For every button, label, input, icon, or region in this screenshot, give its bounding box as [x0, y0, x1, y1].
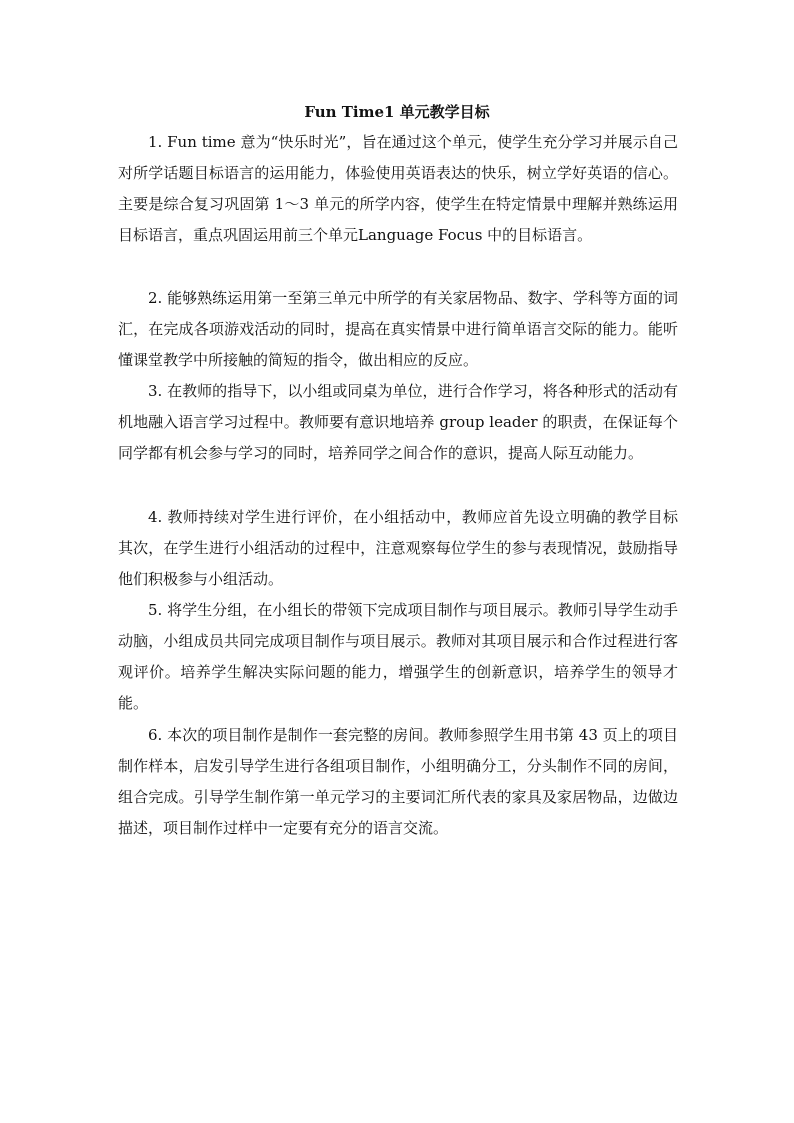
paragraph-2: 2. 能够熟练运用第一至第三单元中所学的有关家居物品、数字、学科等方面的词汇，在完成各项游戏活动的同时，提高在真实情景中进行简单语言交际的能力。能听懂课堂教学中所接触的简短的指令，做出相应的反应。: [118, 289, 678, 369]
paragraph-6: 6. 本次的项目制作是制作一套完整的房间。教师参照学生用书第 43 页上的项目制作样本，启发引导学生进行各组项目制作，小组明确分工，分头制作不同的房间，组合完成。引导学生制作第一单元学习的主要词汇所代表的家具及家居物品，边做边描述，项目制作过样中一定要有充分的语言交流。: [118, 726, 678, 837]
paragraph-4: 4. 教师持续对学生进行评价，在小组括动中，教师应首先设立明确的教学目标 其次，在学生进行小组活动的过程中，注意观察每位学生的参与表现情况，鼓励指导他们积极参与小组活动。: [118, 508, 678, 588]
paragraph-1: 1. Fun time 意为“快乐时光”，旨在通过这个单元，使学生充分学习并展示自己对所学话题目标语言的运用能力，体验使用英语表达的快乐，树立学好英语的信心。主要是综合复习巩固第 1～3 单元的所学内容，使学生在特定情景中理解并熟练运用目标语言，重点巩固运用前三个单元Language Focus 中的目标语言。: [118, 133, 678, 244]
paragraph-3: 3. 在教师的指导下，以小组或同桌为单位，进行合作学习，将各种形式的活动有机地融入语言学习过程中。教师要有意识地培养 group leader 的职责，在保证每个同学都有机会参与学习的同时，培养同学之间合作的意识，提高人际互动能力。: [118, 382, 678, 462]
document-title: Fun Time1 单元教学目标: [304, 103, 490, 121]
paragraph-5: 5. 将学生分组，在小组长的带领下完成项目制作与项目展示。教师引导学生动手动脑，小组成员共同完成项目制作与项目展示。教师对其项目展示和合作过程进行客观评价。培养学生解决实际问题的能力，增强学生的创新意识，培养学生的领导才能。: [118, 601, 678, 712]
